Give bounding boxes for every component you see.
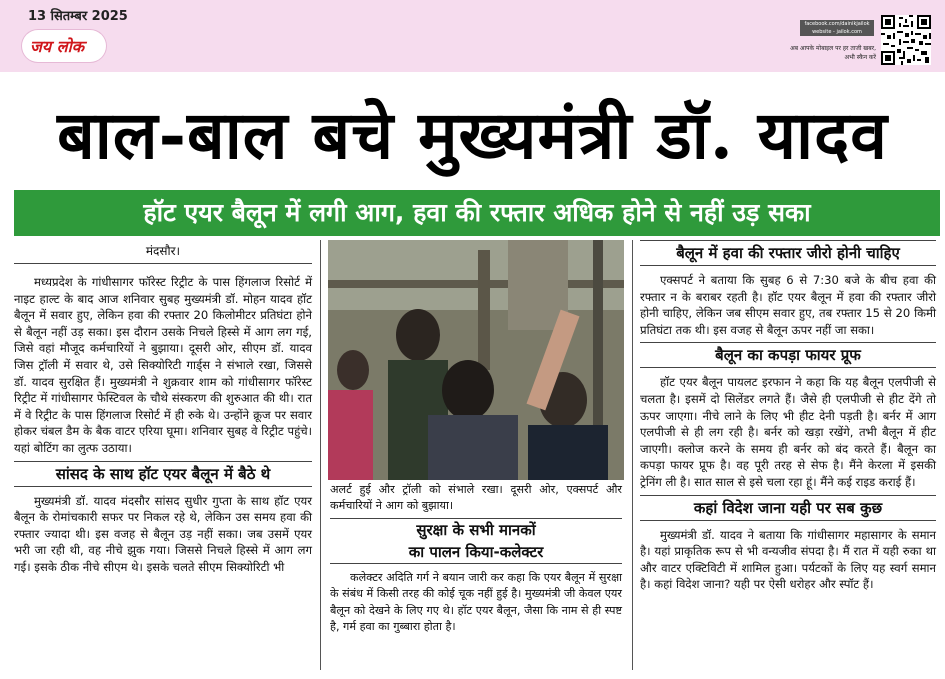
dateline: मंदसौर। [14,242,312,264]
qr-caption: अब आपके मोबाइल पर हर ताजी खबर, अभी स्कैन करें [790,45,876,61]
article-paragraph: कलेक्टर अदिति गर्ग ने बयान जारी कर कहा कि एयर बैलून में सुरक्षा के संबंध में किसी तरह की कोई चूक नहीं हुई है। मुख्यमंत्री जी केवल एयर बैलून को देखने के लिए गए थे। हॉट एयर बैलून, जैसा कि नाम से ही स्पष्ट है, गर्म हवा का गुब्बारा होता है। [330,571,622,634]
qr-code-icon[interactable] [881,15,931,65]
column-divider [632,240,633,670]
newspaper-logo[interactable] [22,30,106,62]
article-paragraph: मुख्यमंत्री डॉ. यादव मंदसौर सांसद सुधीर गुप्ता के साथ हॉट एयर बैलून के रोमांचकारी सफर पर निकल रहे थे, लेकिन उस समय हवा की रफ्तार ज्यादा थी। इस वजह से बैलून उड़ नहीं सका। जब उसमें एयर भरी जा रही थी, वह नीचे झुक गया। जिससे निचले हिस्से में आग लग गई। इसके ठीक नीचे सीएम थे। इसके चलते सीएम सिक्योरिटी भी [14,493,312,574]
section-subhead: बैलून का कपड़ा फायर प्रूफ [640,342,936,368]
left-column [14,240,312,576]
section-subhead: सांसद के साथ हॉट एयर बैलून में बैठे थे [14,461,312,487]
subhead-line: का पालन किया-कलेक्टर [408,543,544,561]
photo-caption: अलर्ट हुई और ट्रॉली को संभाले रखा। दूसरी ओर, एक्सपर्ट और कर्मचारियों ने आग को बुझाया। [330,483,622,512]
masthead [0,0,945,72]
article-paragraph: मध्यप्रदेश के गांधीसागर फॉरेस्ट रिट्रीट के पास हिंगलाज रिसोर्ट में नाइट हाल्ट के बाद आज शनिवार सुबह मुख्यमंत्री डॉ. मोहन यादव हॉट बैलून में सवार हुए, लेकिन हवा की रफ्तार 20 किलोमीटर प्रतिघंटा होने से बैलून नहीं उड़ सका। इस दौरान उसके निचले हिस्से में आग लग गई, जिसे वहां मौजूद कर्मचारियों ने बुझाया। दूसरी ओर, सीएम डॉ. यादव जिस ट्रॉली में सवार थे, उसे सिक्योरिटी गार्ड्स ने संभाले रखा, जिससे डॉ. यादव सुरक्षित हैं। मुख्यमंत्री ने शुक्रवार शाम को गांधीसागर फॉरेस्ट रिट्रीट में गांधीसागर फेस्टिवल के चौथे संस्करण की शुरुआत की थी। रात में वे रिट्रीट के पास हिंगलाज रिसोर्ट में ही रुके थे। उन्होंने क्रूज पर सवार होकर चंबल डैम के बैक वाटर एरिया घूमा। शनिवार सुबह वे रिट्रीट पहुंचे। यहां बोटिंग का लुत्फ उठाया। [14,275,312,455]
article-paragraph: मुख्यमंत्री डॉ. यादव ने बताया कि गांधीसागर महासागर के समान है। यहां प्राकृतिक रूप से भी वन्यजीव संपदा है। मैं रात में यही रुका था और वाटर एक्टिविटी में शामिल हुआ। पर्यटकों के लिए यह स्वर्ग समान है। कहां विदेश जाना? यही पर ऐसी धरोहर और स्पॉट हैं। [640,527,936,592]
section-subhead [330,518,622,564]
article-paragraph: एक्सपर्ट ने बताया कि सुबह 6 से 7:30 बजे के बीच हवा की रफ्तार न के बराबर रहती है। हॉट एयर बैलून में हवा की रफ्तार जीरो होनी चाहिए, लेकिन जब सीएम सवार हुए, तब रफ्तार 15 से 20 किमी प्रतिघंटा तक थी। इस वजह से बैलून ऊपर नहीं जा सका। [640,273,936,337]
sub-headline: हॉट एयर बैलून में लगी आग, हवा की रफ्तार अधिक होने से नहीं उड़ सका [14,190,940,236]
photo-illustration [328,240,624,480]
right-column [640,240,936,593]
logo-text: जय लोक [30,37,85,56]
subhead-line: सुरक्षा के सभी मानकों [416,521,536,539]
main-headline: बाल-बाल बचे मुख्यमंत्री डॉ. यादव [57,96,888,174]
section-subhead: कहां विदेश जाना यही पर सब कुछ [640,495,936,521]
issue-date: 13 सितम्बर 2025 [28,9,128,24]
news-photo [328,240,624,480]
article-paragraph: हॉट एयर बैलून पायलट इरफान ने कहा कि यह बैलून एलपीजी से चलता है। इसमें दो सिलेंडर लगते हैं। जैसे ही एलपीजी से हीट देंगे तो ऊपर जाएगा। नीचे लाने के लिए भी हीट देनी पड़ती है। बर्नर में आग एलपीजी से ही लग रही है। बर्नर को खड़ा रखेंगे, तभी बैलून में हीट जाएगी। क्लोज करने के समय ही बर्नर को बंद करते हैं। बैलून का कपड़ा फायर प्रूफ है। वह पूरी तरह से सेफ है। मैंने केरला में इसकी ट्रेनिंग ली है। सात साल से इसे चला रहा हूं। मैंने कई राइड कराई हैं। [640,375,936,489]
social-links: facebook.com/dainikjailok website - jailok.com [800,20,874,36]
section-subhead: बैलून में हवा की रफ्तार जीरो होनी चाहिए [640,240,936,266]
column-divider [320,240,321,670]
